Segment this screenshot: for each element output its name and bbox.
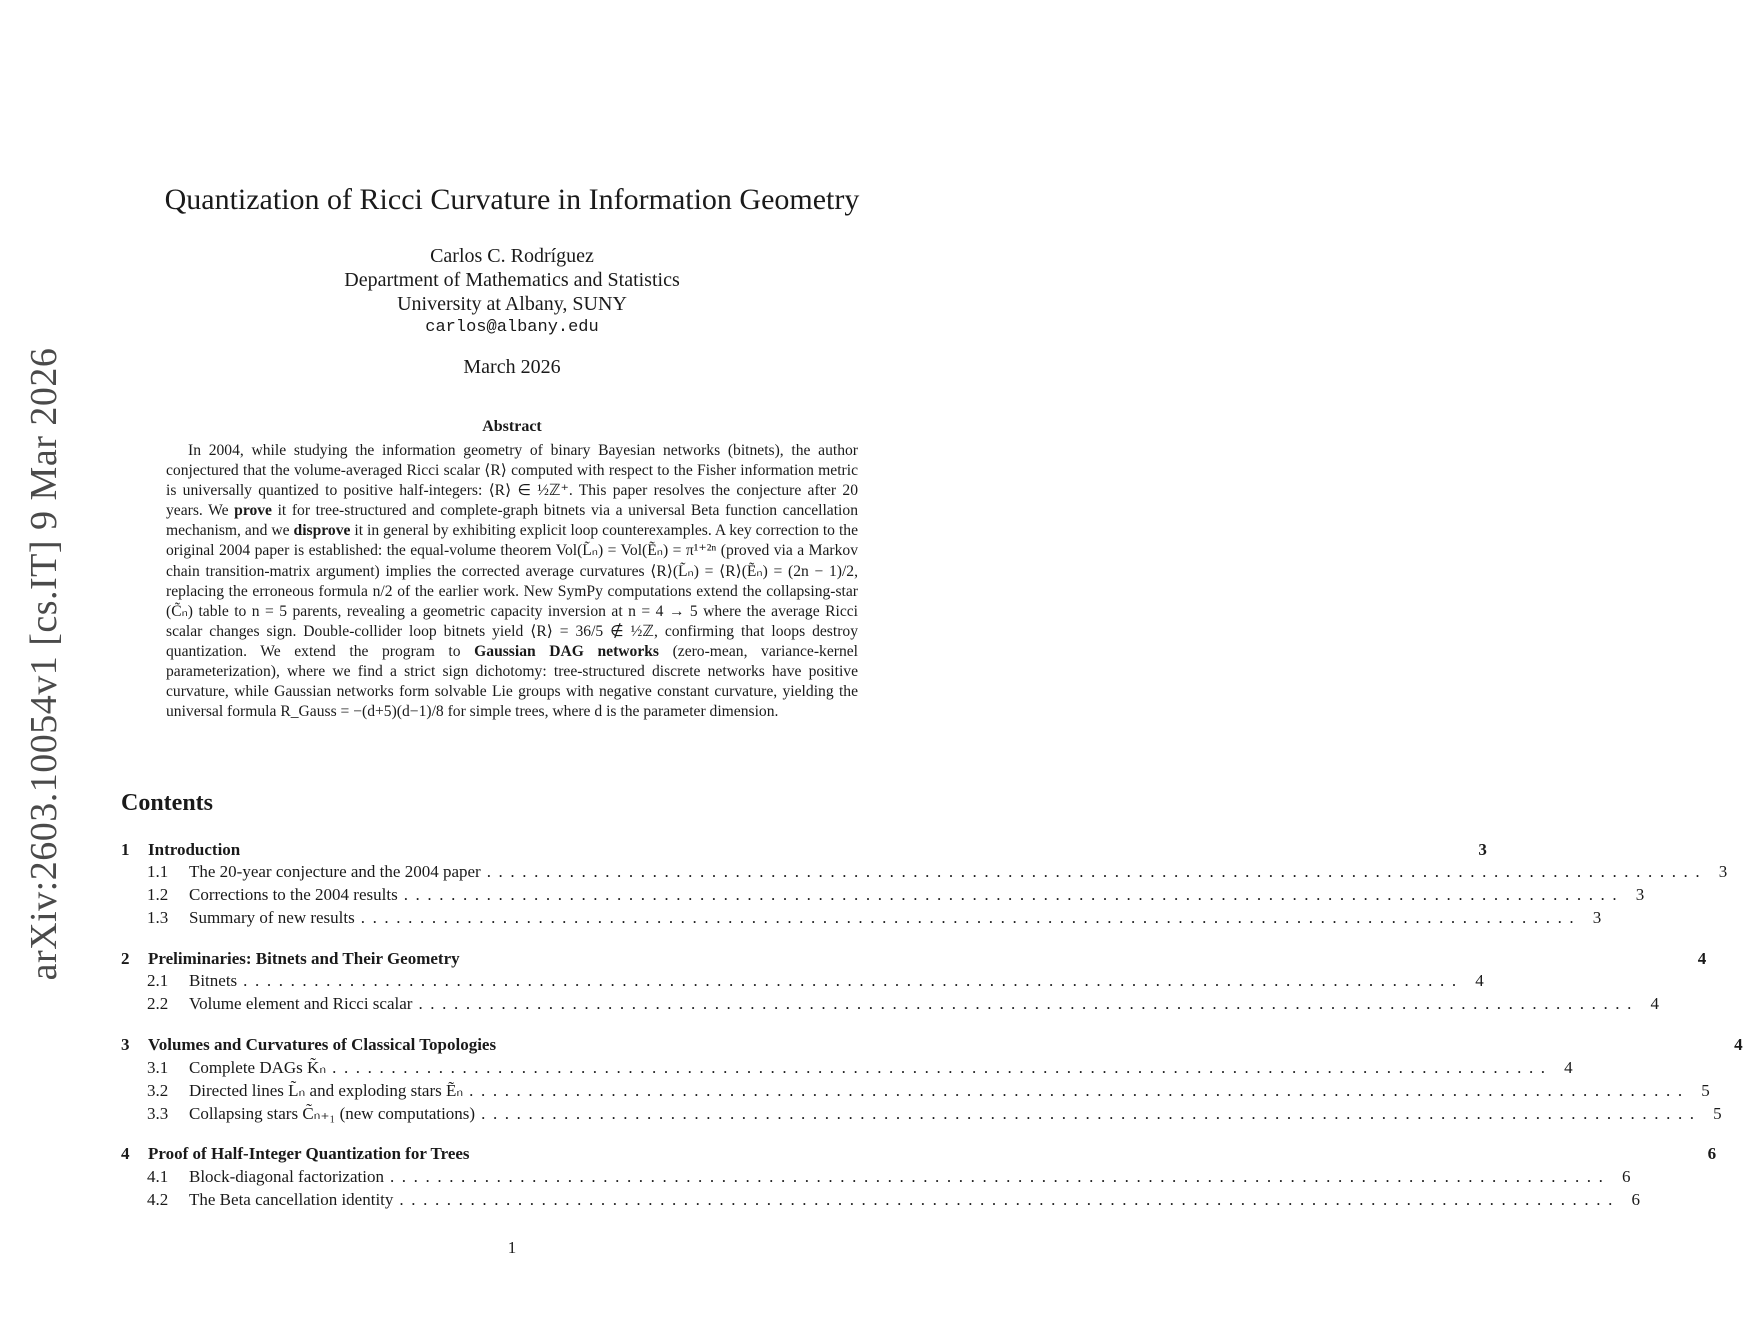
abstract-bold-disprove: disprove — [293, 522, 351, 540]
paper-title: Quantization of Ricci Curvature in Information Geometry — [164, 183, 860, 216]
toc-number: 2.2 — [147, 994, 169, 1013]
toc-subsection-1-1[interactable] — [121, 861, 1728, 883]
toc-page: 6 — [1622, 1167, 1631, 1186]
toc-subsection-2-1[interactable] — [121, 970, 1484, 992]
toc-leader: ....................................................................................................... — [469, 1081, 1690, 1100]
toc-subsection-3-1[interactable] — [121, 1057, 1573, 1079]
abstract-text — [166, 441, 858, 722]
toc-leader: ....................................................................................................... — [481, 1104, 1702, 1123]
toc-title: Volumes and Curvatures of Classical Topologies — [148, 1035, 497, 1054]
toc-leader: ....................................................................................................... — [399, 1190, 1620, 1209]
contents-heading: Contents — [121, 790, 214, 816]
toc-title: Bitnets — [189, 971, 238, 990]
toc-page: 6 — [1631, 1190, 1640, 1209]
toc-page: 3 — [1478, 840, 1487, 859]
toc-title: Proof of Half-Integer Quantization for Trees — [148, 1144, 470, 1163]
toc-page: 6 — [1707, 1144, 1717, 1163]
toc-title: Summary of new results — [189, 908, 355, 927]
abstract-bold-prove: prove — [234, 502, 272, 520]
toc-page: 5 — [1713, 1104, 1722, 1123]
toc-number: 1.1 — [147, 862, 169, 881]
toc-title: Preliminaries: Bitnets and Their Geometry — [148, 949, 460, 968]
toc-number: 4.1 — [147, 1167, 169, 1186]
toc-leader: ....................................................................................................... — [486, 862, 1708, 881]
toc-number: 3.2 — [147, 1081, 169, 1100]
toc-page: 4 — [1650, 994, 1660, 1013]
toc-page: 3 — [1592, 908, 1602, 927]
toc-number: 4 — [121, 1144, 130, 1163]
toc-subsection-4-2[interactable] — [121, 1189, 1640, 1211]
toc-subsection-3-3[interactable] — [121, 1103, 1722, 1125]
toc-section-3[interactable] — [121, 1034, 1743, 1056]
toc-number: 1 — [121, 840, 130, 859]
author-department: Department of Mathematics and Statistics — [344, 269, 680, 291]
toc-title: Block-diagonal factorization — [189, 1167, 384, 1186]
toc-subsection-1-2[interactable] — [121, 884, 1645, 906]
toc-title: The Beta cancellation identity — [189, 1190, 394, 1209]
toc-title: The 20-year conjecture and the 2004 paper — [189, 862, 481, 881]
paper-date: March 2026 — [463, 356, 561, 378]
toc-page: 3 — [1718, 862, 1728, 881]
toc-number: 2 — [121, 949, 130, 968]
toc-subsection-1-3[interactable] — [121, 907, 1602, 929]
toc-section-4[interactable] — [121, 1143, 1717, 1165]
author-institution: University at Albany, SUNY — [397, 293, 627, 315]
toc-title: Volume element and Ricci scalar — [189, 994, 413, 1013]
toc-leader: ....................................................................................................... — [243, 971, 1464, 990]
toc-number: 1.3 — [147, 908, 169, 927]
toc-number: 2.1 — [147, 971, 169, 990]
abstract-heading: Abstract — [482, 418, 542, 435]
page-number: 1 — [507, 1238, 517, 1257]
toc-number: 3.3 — [147, 1104, 169, 1123]
abstract-part-3: it in general by exhibiting explicit loop counterexamples. A key correction to the original 2004 paper is established: the equal-volume theorem Vol(L̃ₙ) = Vol(Ẽₙ) = π¹⁺²ⁿ (proved via a Markov chain transition-matrix argument) implies the corrected average curvatures ⟨R⟩(L̃ₙ) = ⟨R⟩(Ẽₙ) = (2n − 1)/2, replacing the erroneous formula n/2 of the earlier work. New SymPy computations extend the collapsing-star (C̃ₙ) table to n = 5 parents, revealing a geometric capacity inversion at n = 4 → 5 where the average Ricci scalar changes sign. Double-collider loop bitnets yield ⟨R⟩ = 36/5 ∉ ½ℤ, confirming that loops destroy quantization. We extend the program to — [166, 522, 858, 660]
toc-subsection-2-2[interactable] — [121, 993, 1660, 1015]
abstract-part-2: it for tree-structured and complete-graph bitnets via a universal Beta function cancellation mechanism, and we — [166, 502, 858, 540]
toc-subsection-3-2[interactable] — [121, 1080, 1710, 1102]
toc-title: Introduction — [148, 840, 241, 859]
abstract-part-4: (zero-mean, variance-kernel parameterization), where we find a strict sign dichotomy: tree-structured discrete networks have positive curvature, while Gaussian networks form solvable Lie groups with negative constant curvature, yielding the universal formula R_Gauss = −(d+5)(d−1)/8 for simple trees, where d is the parameter dimension. — [166, 642, 858, 721]
toc-subsection-4-1[interactable] — [121, 1166, 1631, 1188]
toc-leader: ....................................................................................................... — [360, 908, 1582, 927]
toc-page: 4 — [1475, 971, 1484, 990]
toc-title: Complete DAGs K̃ₙ — [189, 1058, 327, 1077]
toc-page: 3 — [1635, 885, 1645, 904]
toc-leader: ....................................................................................................... — [389, 1167, 1611, 1186]
toc-leader: ....................................................................................................... — [418, 994, 1640, 1013]
toc-page: 4 — [1564, 1058, 1573, 1077]
toc-leader: ....................................................................................................... — [403, 885, 1625, 904]
toc-number: 3 — [121, 1035, 130, 1054]
author-email[interactable]: carlos@albany.edu — [425, 318, 599, 337]
toc-leader: ....................................................................................................... — [332, 1058, 1553, 1077]
toc-title: Collapsing stars C̃ₙ₊₁ (new computations) — [189, 1104, 476, 1123]
author-name: Carlos C. Rodríguez — [430, 245, 594, 267]
toc-section-2[interactable] — [121, 948, 1707, 970]
arxiv-identifier: arXiv:2603.10054v1 [cs.IT] 9 Mar 2026 — [23, 347, 65, 981]
toc-title: Directed lines L̃ₙ and exploding stars Ẽₙ — [189, 1081, 464, 1100]
toc-title: Corrections to the 2004 results — [189, 885, 398, 904]
toc-page: 4 — [1734, 1035, 1743, 1054]
toc-number: 4.2 — [147, 1190, 169, 1209]
toc-number: 3.1 — [147, 1058, 169, 1077]
toc-page: 5 — [1701, 1081, 1710, 1100]
toc-page: 4 — [1697, 949, 1707, 968]
toc-section-1[interactable] — [121, 839, 1487, 861]
abstract-bold-gaussian: Gaussian DAG networks — [474, 642, 659, 660]
abstract-part-1: In 2004, while studying the information geometry of binary Bayesian networks (bitnets), the author conjectured that the volume-averaged Ricci scalar ⟨R⟩ computed with respect to the Fisher information metric is universally quantized to positive half-integers: ⟨R⟩ ∈ ½ℤ⁺. This paper resolves the conjecture after 20 years. We — [166, 442, 858, 520]
toc-number: 1.2 — [147, 885, 169, 904]
